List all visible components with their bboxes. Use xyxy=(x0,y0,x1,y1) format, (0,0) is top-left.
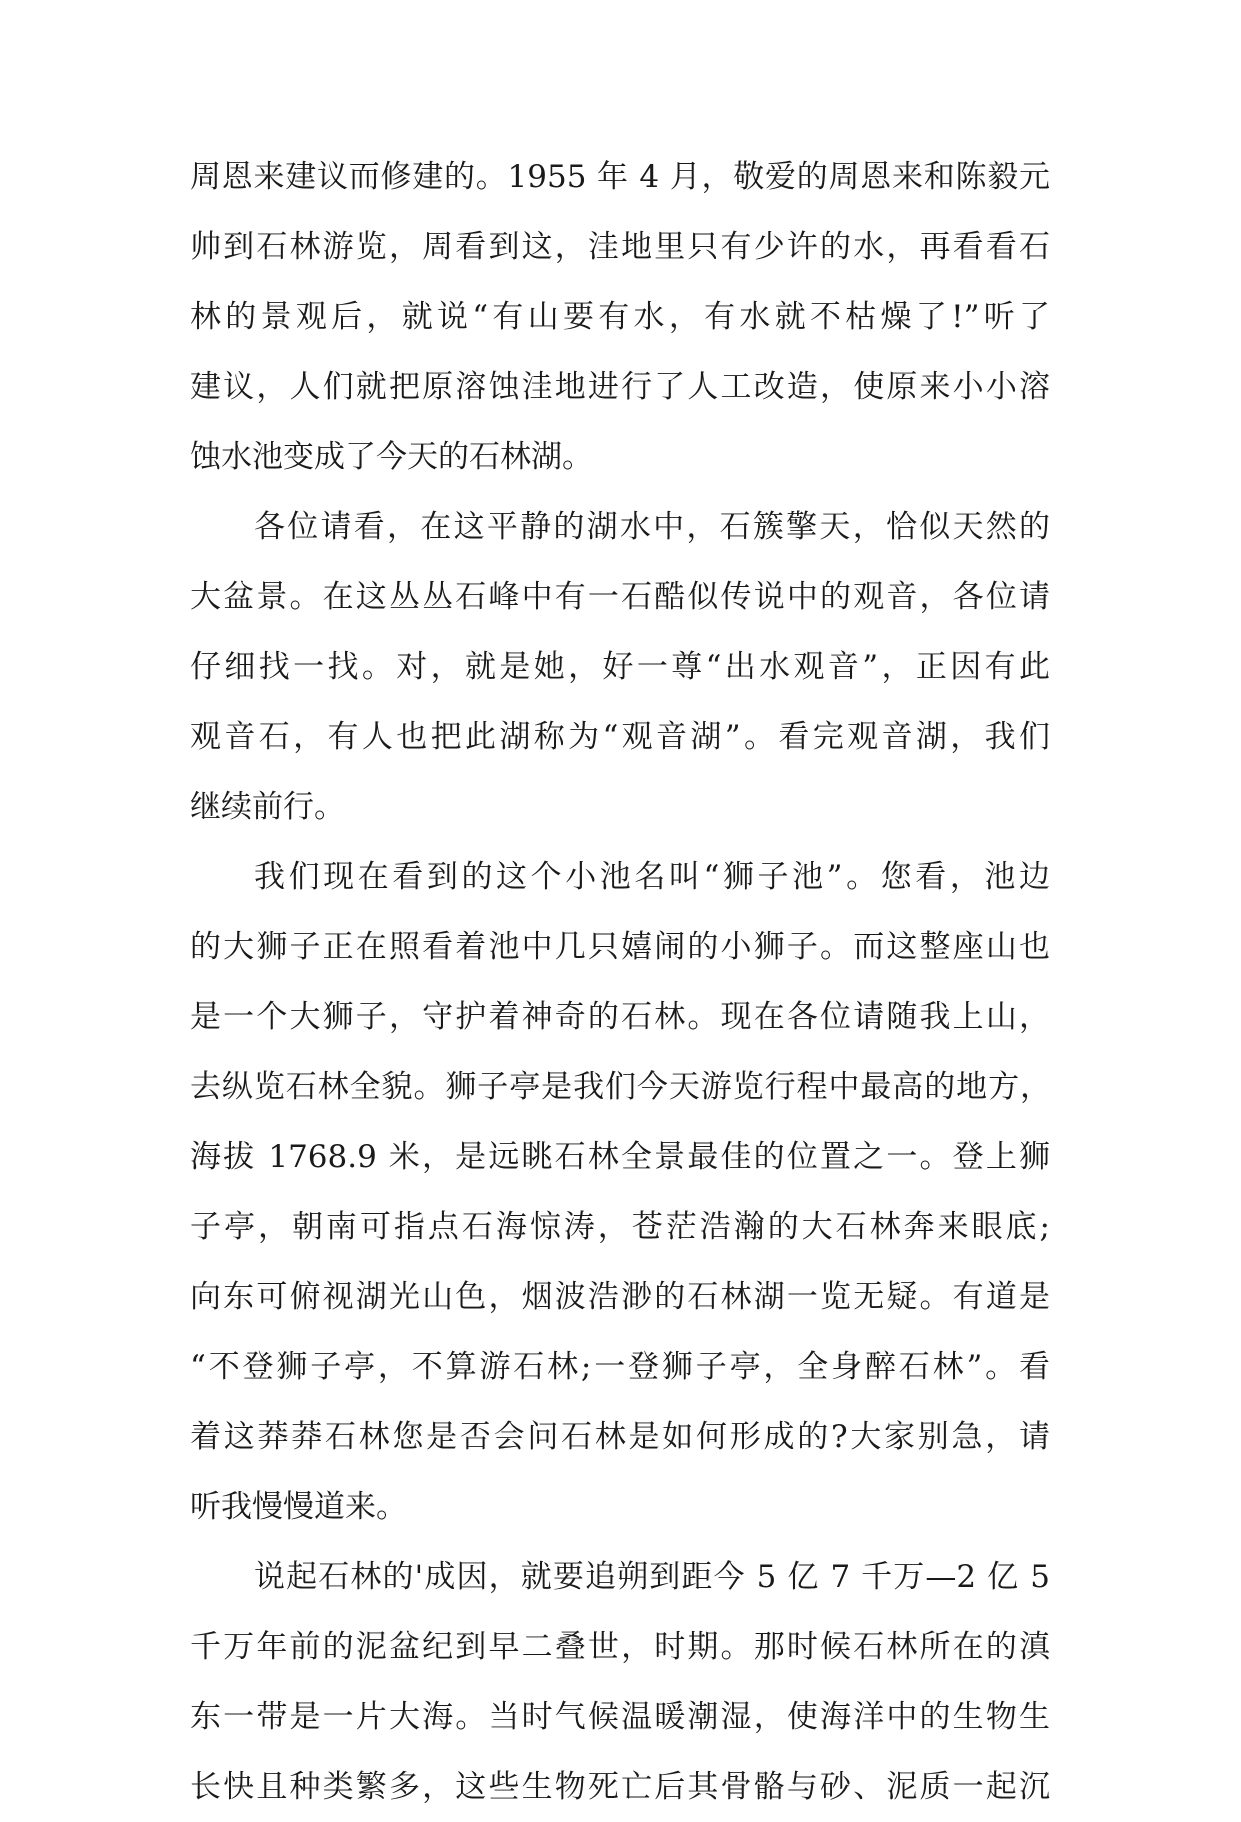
paragraph-3 xyxy=(190,842,1050,1542)
text-line: 继续前行。 xyxy=(190,789,345,825)
text-line: 周恩来建议而修建的。1955 年 4 月，敬爱的周恩来和陈毅元 xyxy=(190,159,1050,195)
text-line: “不登狮子亭，不算游石林;一登狮子亭，全身醉石林”。看 xyxy=(190,1349,1050,1385)
text-line: 千万年前的泥盆纪到早二叠世，时期。那时候石林所在的滇 xyxy=(190,1629,1050,1665)
text-line: 的大狮子正在照看着池中几只嬉闹的小狮子。而这整座山也 xyxy=(190,929,1050,965)
text-line: 着这莽莽石林您是否会问石林是如何形成的?大家别急，请 xyxy=(190,1419,1050,1455)
text-line: 帅到石林游览，周看到这，洼地里只有少许的水，再看看石 xyxy=(190,229,1050,265)
text-line: 大盆景。在这丛丛石峰中有一石酷似传说中的观音，各位请 xyxy=(190,579,1050,615)
paragraph-4 xyxy=(190,1542,1050,1822)
text-line: 听我慢慢道来。 xyxy=(190,1489,407,1525)
paragraph-2 xyxy=(190,492,1050,842)
text-line: 是一个大狮子，守护着神奇的石林。现在各位请随我上山， xyxy=(190,999,1050,1035)
text-line: 长快且种类繁多，这些生物死亡后其骨骼与砂、泥质一起沉 xyxy=(190,1769,1050,1805)
text-line: 子亭，朝南可指点石海惊涛，苍茫浩瀚的大石林奔来眼底; xyxy=(190,1209,1050,1245)
text-line: 我们现在看到的这个小池名叫“狮子池”。您看，池边 xyxy=(254,859,1050,895)
text-line: 说起石林的'成因，就要追朔到距今 5 亿 7 千万—2 亿 5 xyxy=(254,1559,1050,1595)
text-line: 林的景观后，就说“有山要有水，有水就不枯燥了!”听了 xyxy=(190,299,1050,335)
document-body xyxy=(190,142,1050,1822)
text-line: 蚀水池变成了今天的石林湖。 xyxy=(190,439,593,475)
text-line: 海拔 1768.9 米，是远眺石林全景最佳的位置之一。登上狮 xyxy=(190,1139,1050,1175)
text-line: 仔细找一找。对，就是她，好一尊“出水观音”，正因有此 xyxy=(190,649,1050,685)
text-line: 去纵览石林全貌。狮子亭是我们今天游览行程中最高的地方， xyxy=(190,1069,1050,1105)
paragraph-1 xyxy=(190,142,1050,492)
text-line: 各位请看，在这平静的湖水中，石簇擎天，恰似天然的 xyxy=(254,509,1050,545)
text-line: 观音石，有人也把此湖称为“观音湖”。看完观音湖，我们 xyxy=(190,719,1050,755)
text-line: 东一带是一片大海。当时气候温暖潮湿，使海洋中的生物生 xyxy=(190,1699,1050,1735)
text-line: 建议，人们就把原溶蚀洼地进行了人工改造，使原来小小溶 xyxy=(190,369,1050,405)
text-line: 向东可俯视湖光山色，烟波浩渺的石林湖一览无疑。有道是 xyxy=(190,1279,1050,1315)
